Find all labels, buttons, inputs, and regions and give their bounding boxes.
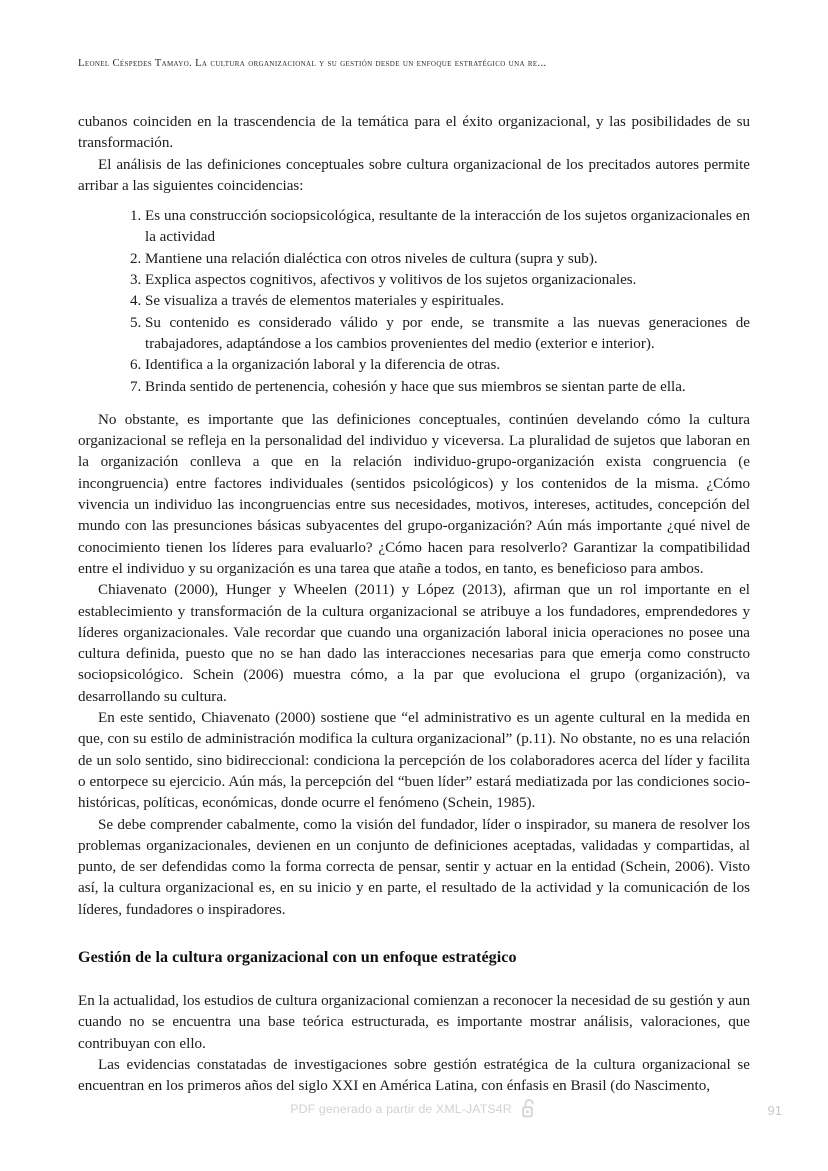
list-item-text: Se visualiza a través de elementos materiales y espirituales. bbox=[145, 293, 505, 310]
open-access-padlock-icon bbox=[521, 1098, 538, 1119]
page-number: 91 bbox=[767, 1103, 782, 1118]
paragraph-4: Chiavenato (2000), Hunger y Wheelen (2011) y López (2013), afirman que un rol importante en el establecimiento y transformación de la cultura organizacional se atribuye a los fundadores, emprendedores y líderes organizacionales. Vale recordar que cuando una organización laboral inicia operaciones no posee una cultura definida, puesto que no se han dado las interacciones necesarias para que emerja como constructo sociopsicológico. Schein (2006) muestra cómo, a la par que evoluciona el grupo (organización), va desarrollando su cultura. bbox=[78, 582, 750, 705]
page-footer bbox=[0, 1098, 828, 1128]
list-item-text: Brinda sentido de pertenencia, cohesión y hace que sus miembros se sientan parte de ella. bbox=[145, 378, 686, 395]
paragraph-7: En la actualidad, los estudios de cultura organizacional comienzan a reconocer la necesidad de su gestión y aun cuando no se encuentra una base teórica estructurada, es importante mostrar análisis, valoraciones, que contribuyan con ello. bbox=[78, 992, 750, 1052]
paragraph-2: El análisis de las definiciones conceptuales sobre cultura organizacional de los precitados autores permite arribar a las siguientes coincidencias: bbox=[78, 156, 750, 194]
section-heading: Gestión de la cultura organizacional con un enfoque estratégico bbox=[78, 948, 517, 966]
paragraph-3: No obstante, es importante que las definiciones conceptuales, continúen develando cómo la cultura organizacional se refleja en la personalidad del individuo y viceversa. La pluralidad de sujetos que laboran en la organización conlleva a que en la relación individuo-grupo-organización exista congruencia (e incongruencia) entre factores individuales (sentidos psicológicos) y los contenidos de la misma. ¿Cómo vivencia un individuo las incongruencias entre sus necesidades, motivos, intereses, actitudes, concepción del mundo con las presunciones básicas subyacentes del grupo-organización? Aún más importante ¿qué nivel de conocimiento tienen los líderes para evaluarlo? ¿Cómo hacen para resolverlo? Garantizar la compatibilidad entre el individuo y su organización es una tarea que atañe a todos, en tanto, es beneficioso para ambos. bbox=[78, 411, 750, 577]
page-content bbox=[78, 112, 750, 1097]
list-item-number: 2. bbox=[130, 250, 142, 267]
paragraph-5: En este sentido, Chiavenato (2000) sostiene que “el administrativo es un agente cultural en la medida en que, con su estilo de administración modifica la cultura organizacional” (p.11). No obstante, no es una relación de un solo sentido, sino bidireccional: condiciona la percepción de los colaboradores acerca del líder y facilita o entorpece su ejercicio. Aún más, la percepción del “buen líder” estará mediatizada por las condiciones socio-históricas, políticas, económicas, donde ocurre el fenómeno (Schein, 1985). bbox=[78, 710, 750, 812]
list-item-number: 3. bbox=[130, 272, 142, 289]
paragraph-1: cubanos coinciden en la trascendencia de la temática para el éxito organizacional, y las posibilidades de su transformación. bbox=[78, 114, 750, 152]
list-item-text: Es una construcción sociopsicológica, resultante de la interacción de los sujetos organizacionales en la actividad bbox=[145, 208, 750, 246]
list-item-text: Explica aspectos cognitivos, afectivos y volitivos de los sujetos organizacionales. bbox=[145, 272, 637, 289]
list-item bbox=[78, 313, 750, 356]
list-item bbox=[78, 270, 750, 291]
list-item-text: Identifica a la organización laboral y la diferencia de otras. bbox=[145, 357, 501, 374]
list-item-text: Su contenido es considerado válido y por ende, se transmite a las nuevas generaciones de trabajadores, adaptándose a los cambios provenientes del medio (exterior e interior). bbox=[145, 314, 750, 352]
list-item-number: 1. bbox=[130, 208, 142, 225]
list-item bbox=[78, 291, 750, 312]
list-item bbox=[78, 355, 750, 376]
list-item bbox=[78, 377, 750, 398]
list-item-number: 7. bbox=[130, 378, 142, 395]
list-item-number: 5. bbox=[130, 314, 142, 331]
list-item-number: 6. bbox=[130, 357, 142, 374]
coincidences-list bbox=[78, 206, 750, 398]
footer-note bbox=[0, 1098, 828, 1119]
list-item-text: Mantiene una relación dialéctica con otros niveles de cultura (supra y sub). bbox=[145, 250, 598, 267]
running-head: Leonel Céspedes Tamayo. La cultura organizacional y su gestión desde un enfoque estratégico una re... bbox=[78, 58, 547, 69]
spacer bbox=[78, 398, 750, 410]
paragraph-6: Se debe comprender cabalmente, como la visión del fundador, líder o inspirador, su manera de resolver los problemas organizacionales, devienen en un conjunto de definiciones aceptadas, validadas y compartidas, al punto, de ser defendidas como la forma correcta de pensar, sentir y actuar en la entidad (Schein, 2006). Visto así, la cultura organizacional es, en su inicio y en parte, el resultado de la actividad y la comunicación de los líderes, fundadores o inspiradores. bbox=[78, 816, 750, 918]
footer-note-text: PDF generado a partir de XML-JATS4R bbox=[290, 1101, 512, 1116]
list-item bbox=[78, 206, 750, 249]
list-item bbox=[78, 249, 750, 270]
list-item-number: 4. bbox=[130, 293, 142, 310]
paragraph-8: Las evidencias constatadas de investigaciones sobre gestión estratégica de la cultura organizacional se encuentran en los primeros años del siglo XXI en América Latina, con énfasis en Brasil (do Nascimento, bbox=[78, 1056, 750, 1095]
